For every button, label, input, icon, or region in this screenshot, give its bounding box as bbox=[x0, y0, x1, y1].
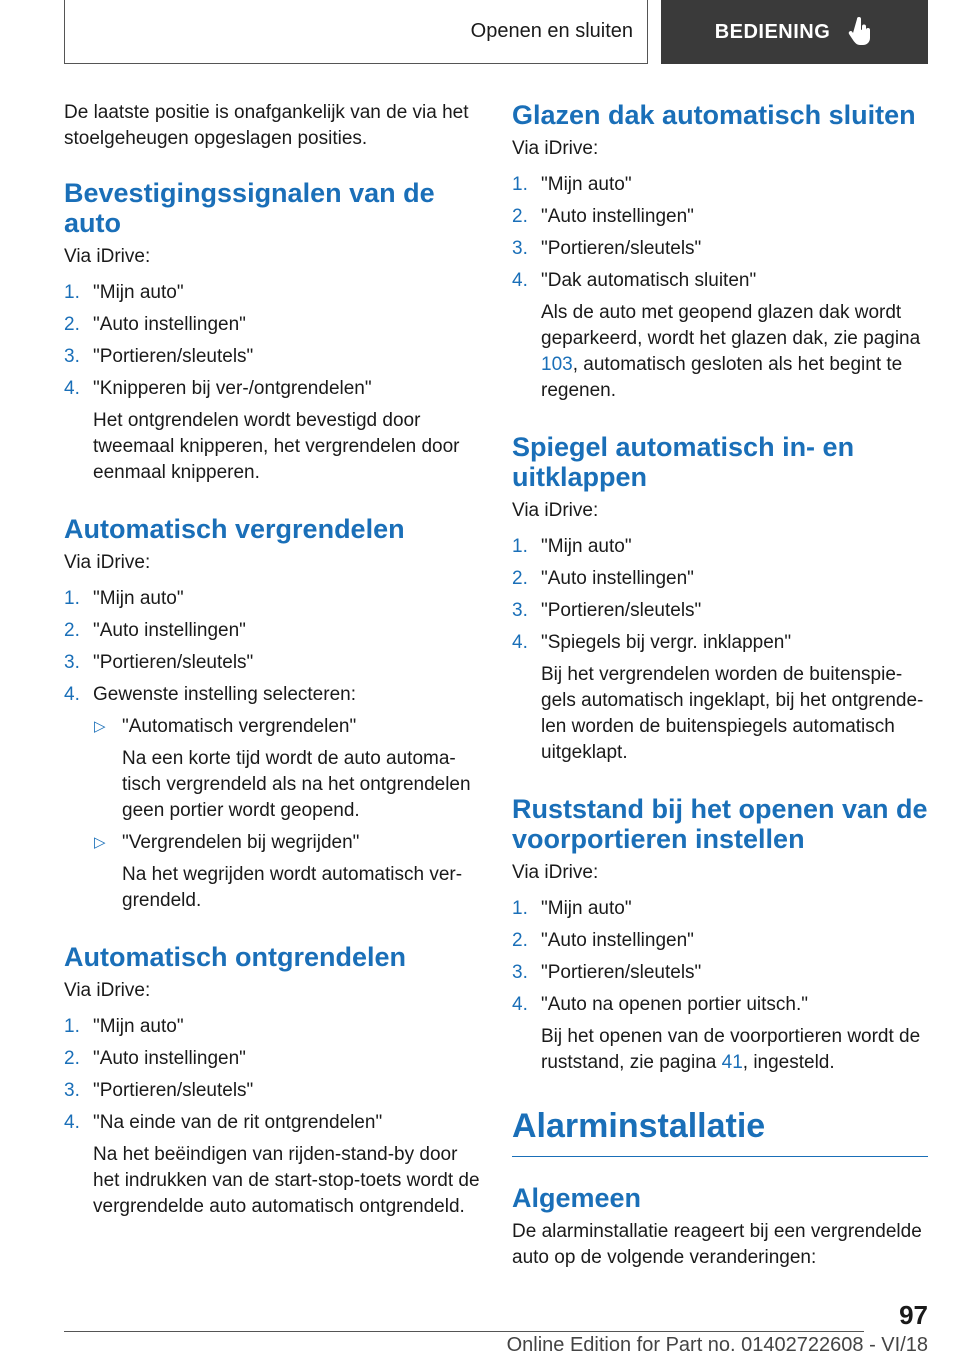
via-idrive: Via iDrive: bbox=[512, 862, 599, 883]
intro-paragraph: De laatste positie is onafgankelijk van de via het stoelgeheugen opgeslagen posities. bbox=[64, 102, 469, 149]
via-idrive: Via iDrive: bbox=[64, 552, 151, 573]
list-item: 2. "Auto instellingen" bbox=[512, 204, 928, 230]
step-description: Bij het openen van de voorportieren wordt de ruststand, zie pagina 41, ingesteld. bbox=[541, 1026, 921, 1073]
page-number: 97 bbox=[899, 1300, 928, 1330]
list-item: 1. "Mijn auto" bbox=[64, 586, 480, 612]
step-number: 1. bbox=[512, 174, 528, 195]
list-item: 2. "Auto instellingen" bbox=[64, 1046, 480, 1072]
triangle-bullet-icon: ▷ bbox=[94, 834, 106, 851]
pointing-hand-icon bbox=[848, 17, 874, 47]
list-item: 1. "Mijn auto" bbox=[512, 534, 928, 560]
step-number: 4. bbox=[512, 270, 528, 291]
step-number: 4. bbox=[64, 1112, 80, 1133]
list-item: 2. "Auto instellingen" bbox=[512, 928, 928, 954]
step-number: 1. bbox=[512, 536, 528, 557]
heading-rest-position: Ruststand bij het openen van de voorportieren instellen bbox=[512, 794, 928, 854]
step-number: 1. bbox=[64, 1016, 80, 1037]
edition-text: Online Edition for Part no. 01402722608 - VI/18 bbox=[506, 1334, 928, 1356]
list-item: 3. "Portieren/sleutels" bbox=[64, 1078, 480, 1104]
option-item: ▷ "Vergrendelen bij wegrijden" Na het wegrijden wordt automatisch vergrendeld. bbox=[93, 830, 480, 914]
step-number: 2. bbox=[512, 206, 528, 227]
step-description: Bij het vergrendelen worden de buitenspiegels automatisch ingeklapt, bij het ontgrendelen worden de buitenspiegels automatisch uitgeklapt. bbox=[541, 664, 924, 763]
page-link[interactable]: 103 bbox=[541, 354, 573, 375]
steps-list bbox=[64, 586, 480, 914]
list-item: 2. "Auto instellingen" bbox=[64, 618, 480, 644]
steps-list bbox=[64, 1014, 480, 1220]
list-item: 3. "Portieren/sleutels" bbox=[512, 960, 928, 986]
footer-divider bbox=[64, 1331, 864, 1332]
list-item: 4. "Spiegels bij vergr. inklappen" Bij het vergrendelen worden de buitenspiegels automatisch ingeklapt, bij het ontgrendelen worden de buitenspiegels automatisch uitgeklapt. bbox=[512, 630, 928, 766]
right-column bbox=[512, 100, 928, 1271]
page-link[interactable]: 41 bbox=[721, 1052, 743, 1073]
step-number: 3. bbox=[512, 238, 528, 259]
list-item: 1. "Mijn auto" bbox=[64, 1014, 480, 1040]
list-item: 1. "Mijn auto" bbox=[512, 896, 928, 922]
page-header bbox=[64, 0, 928, 64]
heading-glass-roof: Glazen dak automatisch sluiten bbox=[512, 100, 916, 130]
step-number: 4. bbox=[512, 994, 528, 1015]
step-number: 2. bbox=[64, 1048, 80, 1069]
list-item: 4. "Na einde van de rit ontgrendelen" Na het beëindigen van rijden-stand-by door het indrukken van de start-stop-toets wordt de vergrendelde auto automatisch ontgrendeld. bbox=[64, 1110, 480, 1220]
heading-mirror-fold: Spiegel automatisch in- en uitklappen bbox=[512, 432, 855, 492]
step-number: 3. bbox=[64, 346, 80, 367]
heading-auto-lock: Automatisch vergrendelen bbox=[64, 514, 405, 544]
left-column bbox=[64, 100, 480, 1226]
step-number: 2. bbox=[512, 568, 528, 589]
step-description: Na het beëindigen van rijden-stand-by door het indrukken van de start-stop-toets wordt de vergrendelde auto automatisch ontgrendeld. bbox=[93, 1144, 480, 1217]
list-item: 2. "Auto instellingen" bbox=[64, 312, 480, 338]
option-description: Na het wegrijden wordt automatisch vergrendeld. bbox=[122, 864, 463, 911]
list-item: 1. "Mijn auto" bbox=[64, 280, 480, 306]
step-number: 1. bbox=[64, 282, 80, 303]
step-number: 3. bbox=[512, 962, 528, 983]
via-idrive: Via iDrive: bbox=[64, 246, 151, 267]
list-item: 4. "Dak automatisch sluiten" Als de auto met geopend glazen dak wordt geparkeerd, wordt het glazen dak, zie pagina 103, automatisch gesloten als het begint te regenen. bbox=[512, 268, 928, 404]
via-idrive: Via iDrive: bbox=[64, 980, 151, 1001]
heading-auto-unlock: Automatisch ontgrendelen bbox=[64, 942, 407, 972]
chapter-title: BEDIENING bbox=[714, 20, 831, 43]
step-number: 2. bbox=[64, 620, 80, 641]
step-description: Als de auto met geopend glazen dak wordt geparkeerd, wordt het glazen dak, zie pagina 103, automatisch gesloten als het begint te regenen. bbox=[541, 302, 921, 401]
step-number: 3. bbox=[64, 1080, 80, 1101]
option-item: ▷ "Automatisch vergrendelen" Na een korte tijd wordt de auto automatisch vergrendeld als na het ontgrendelen geen portier wordt geopend. bbox=[93, 714, 480, 824]
section-title: Openen en sluiten bbox=[64, 0, 648, 64]
step-number: 4. bbox=[64, 684, 80, 705]
step-number: 2. bbox=[512, 930, 528, 951]
list-item: 3. "Portieren/sleutels" bbox=[512, 236, 928, 262]
step-number: 3. bbox=[64, 652, 80, 673]
step-number: 1. bbox=[512, 898, 528, 919]
options-list bbox=[93, 714, 480, 914]
steps-list bbox=[512, 896, 928, 1076]
triangle-bullet-icon: ▷ bbox=[94, 718, 106, 735]
step-number: 4. bbox=[512, 632, 528, 653]
general-paragraph: De alarminstallatie reageert bij een vergrendelde auto op de volgende veranderingen: bbox=[512, 1221, 922, 1268]
chapter-heading: Alarminstallatie bbox=[512, 1107, 766, 1145]
list-item: 4. Gewenste instelling selecteren: ▷ "Automatisch vergrendelen" Na een korte tijd wordt de auto automatisch vergrendeld als na het ontgrendelen geen portier wordt geopend. ▷ "Vergrendelen bij wegrijden" Na het wegrijden wordt automatisch vergrendeld. bbox=[64, 682, 480, 914]
list-item: 1. "Mijn auto" bbox=[512, 172, 928, 198]
via-idrive: Via iDrive: bbox=[512, 500, 599, 521]
list-item: 3. "Portieren/sleutels" bbox=[512, 598, 928, 624]
steps-list bbox=[512, 534, 928, 766]
option-description: Na een korte tijd wordt de auto automatisch vergrendeld als na het ontgrendelen geen portier wordt geopend. bbox=[122, 748, 471, 821]
heading-confirmation-signals: Bevestigingssignalen van de auto bbox=[64, 178, 435, 238]
via-idrive: Via iDrive: bbox=[512, 138, 599, 159]
step-number: 1. bbox=[64, 588, 80, 609]
list-item: 4. "Knipperen bij ver-/ontgrendelen" Het ontgrendelen wordt bevestigd door tweemaal knipperen, het vergrendelen door eenmaal knipperen. bbox=[64, 376, 480, 486]
heading-general: Algemeen bbox=[512, 1183, 642, 1213]
step-number: 4. bbox=[64, 378, 80, 399]
step-number: 3. bbox=[512, 600, 528, 621]
list-item: 3. "Portieren/sleutels" bbox=[64, 344, 480, 370]
step-number: 2. bbox=[64, 314, 80, 335]
chapter-tab bbox=[661, 0, 928, 64]
list-item: 2. "Auto instellingen" bbox=[512, 566, 928, 592]
steps-list bbox=[64, 280, 480, 486]
step-description: Het ontgrendelen wordt bevestigd door tweemaal knipperen, het vergrendelen door eenmaal knipperen. bbox=[93, 410, 460, 483]
list-item: 4. "Auto na openen portier uitsch." Bij het openen van de voorportieren wordt de ruststand, zie pagina 41, ingesteld. bbox=[512, 992, 928, 1076]
steps-list bbox=[512, 172, 928, 404]
list-item: 3. "Portieren/sleutels" bbox=[64, 650, 480, 676]
